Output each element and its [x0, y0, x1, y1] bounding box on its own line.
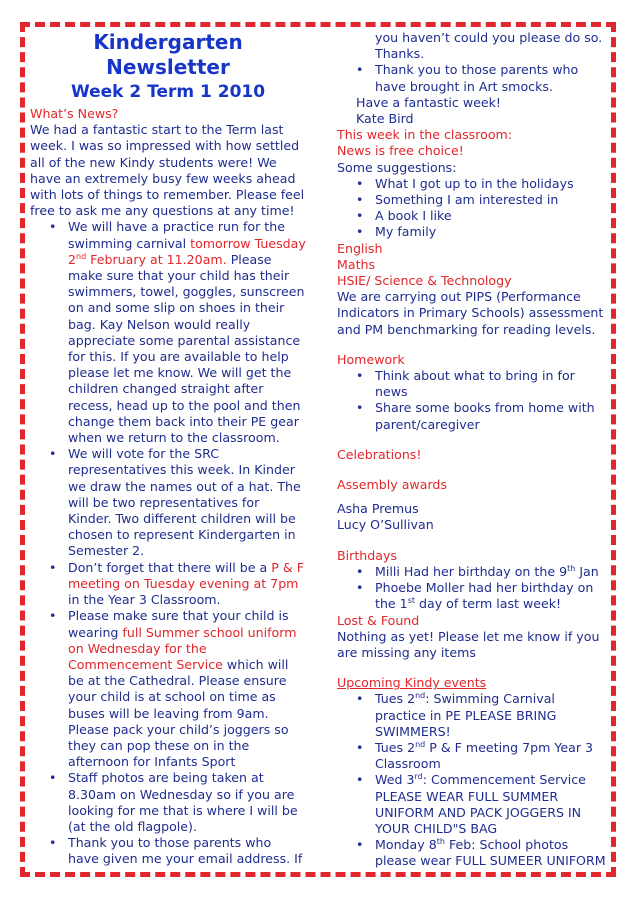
- continued-list: [337, 30, 607, 95]
- text: Thank you to those parents who have given me your email address. If: [68, 835, 303, 867]
- news-heading: News is free choice!: [337, 143, 464, 159]
- text: Feb: School photos please wear FULL SUMEER UNIFORM: [375, 837, 606, 869]
- superscript: nd: [415, 691, 426, 701]
- whats-news-heading: What’s News?: [30, 106, 119, 121]
- pips-paragraph: We are carrying out PIPS (Performance Indicators in Primary Schools) assessment and PM benchmarking for reading levels.: [337, 289, 604, 337]
- text: Jan: [575, 563, 599, 579]
- birthdays-list: [337, 564, 607, 613]
- superscript: th: [567, 563, 576, 573]
- list-item: [337, 837, 607, 869]
- title-line-1: Kindergarten: [93, 30, 243, 54]
- superscript: rd: [414, 772, 423, 782]
- classroom-heading: This week in the classroom:: [337, 127, 513, 143]
- text: you haven’t could you please do so. Thanks.: [375, 30, 603, 62]
- award-name: Asha Premus: [337, 501, 419, 517]
- list-item: [30, 446, 306, 559]
- list-item: [337, 580, 607, 612]
- text: Tues 2: [375, 691, 416, 707]
- hsie-heading: HSIE/ Science & Technology: [337, 273, 512, 289]
- suggestions-label: Some suggestions:: [337, 159, 457, 175]
- english-heading: English: [337, 240, 383, 256]
- text: : Commencement Service PLEASE WEAR FULL SUMMER UNIFORM AND PACK JOGGERS IN YOUR CHILD"S BAG: [375, 772, 586, 836]
- upcoming-events-heading: Upcoming Kindy events: [337, 675, 487, 691]
- text: day of term last week!: [415, 596, 562, 612]
- highlight-text: February at 11.20am.: [86, 251, 227, 267]
- events-list: [337, 691, 607, 869]
- text: Please make sure that your child has their swimmers, towel, goggles, sunscreen on and some slip on shoes in their bag. Kay Nelson would really appreciate some parental assistance for this. If you are available to help please let me know. We will get the children changed straight after recess, head up to the pool and then change them back into their PE gear when we return to the classroom.: [68, 251, 305, 446]
- list-item: [30, 219, 306, 446]
- list-item: • Share some books from home with parent/caregiver: [337, 400, 607, 432]
- text: Staff photos are being taken at 8.30am on Wednesday so if you are looking for me that is where I will be (at the old flagpole).: [68, 770, 298, 834]
- list-item: • Something I am interested in: [337, 192, 607, 208]
- award-name: Lucy O’Sullivan: [337, 517, 434, 533]
- text: Thank you to those parents who have brought in Art smocks.: [375, 62, 579, 94]
- highlight-text: full Summer school uniform on Wednesday for the Commencement Service: [68, 624, 297, 672]
- signoff: Have a fantastic week!: [356, 94, 501, 110]
- list-item: [337, 62, 607, 94]
- list-item: • My family: [337, 224, 607, 240]
- title-line-2: Newsletter: [106, 55, 230, 79]
- superscript: st: [407, 596, 415, 606]
- text: P & F meeting 7pm Year 3 Classroom: [375, 739, 594, 772]
- list-item: [337, 564, 607, 580]
- newsletter-subtitle: Week 2 Term 1 2010: [70, 82, 266, 102]
- suggestions-list: [337, 176, 607, 241]
- text: We will have a practice run for the swimming carnival: [68, 219, 285, 251]
- homework-list: [337, 368, 607, 433]
- newsletter-title: [30, 30, 306, 80]
- text: Milli Had her birthday on the 9: [375, 563, 568, 579]
- list-item: • What I got up to in the holidays: [337, 176, 607, 192]
- text: Don’t forget that there will be a: [68, 559, 272, 575]
- lost-found-text: Nothing as yet! Please let me know if you are missing any items: [337, 628, 600, 660]
- left-column: [30, 30, 306, 868]
- list-item: [337, 691, 607, 740]
- list-item: [30, 608, 306, 770]
- text: in the Year 3 Classroom.: [68, 592, 221, 608]
- list-item: [30, 560, 306, 609]
- text: Monday 8: [375, 837, 437, 853]
- text: which will be at the Cathedral. Please ensure your child is at school on time as buses will be leaving from 9am. Please pack your child’s joggers so they can pop these on in the afternoon for Infants Sport: [68, 656, 289, 770]
- list-item: [337, 740, 607, 772]
- text: : Swimming Carnival practice in PE PLEASE BRING SWIMMERS!: [375, 691, 557, 739]
- maths-heading: Maths: [337, 256, 376, 272]
- superscript: nd: [76, 251, 87, 261]
- assembly-awards-heading: Assembly awards: [337, 477, 447, 493]
- text: Tues 2: [375, 739, 416, 755]
- list-item: • A book I like: [337, 208, 607, 224]
- lost-found-heading: Lost & Found: [337, 612, 420, 628]
- superscript: nd: [415, 739, 426, 749]
- celebrations-heading: Celebrations!: [337, 446, 422, 462]
- birthdays-heading: Birthdays: [337, 547, 397, 563]
- intro-paragraph: We had a fantastic start to the Term last week. I was so impressed with how settled all of the new Kindy students were! We have an extremely busy few weeks ahead with lots of things to remember. Please feel free to ask me any questions at any time!: [30, 122, 305, 219]
- list-item-continued: [337, 30, 607, 62]
- list-item: • Think about what to bring in for news: [337, 368, 607, 400]
- list-item: [30, 835, 306, 867]
- highlight-text: P & F meeting on Tuesday evening at 7pm: [68, 559, 304, 591]
- list-item: [337, 772, 607, 837]
- list-item: [30, 770, 306, 835]
- signature: Kate Bird: [356, 111, 414, 127]
- homework-heading: Homework: [337, 351, 405, 367]
- text: Wed 3: [375, 772, 415, 788]
- text: Please make sure that your child is wearing: [68, 608, 289, 640]
- news-list: [30, 219, 306, 867]
- text: Phoebe Moller had her birthday on the 1: [375, 580, 594, 612]
- superscript: th: [436, 836, 445, 846]
- right-column: [337, 30, 607, 870]
- text: We will vote for the SRC representatives this week. In Kinder we draw the names out of a hat. The will be two representatives for Kinder. Two different children will be chosen to represent Kindergarten in Semester 2.: [68, 446, 301, 559]
- highlight-text: tomorrow Tuesday 2: [68, 235, 306, 267]
